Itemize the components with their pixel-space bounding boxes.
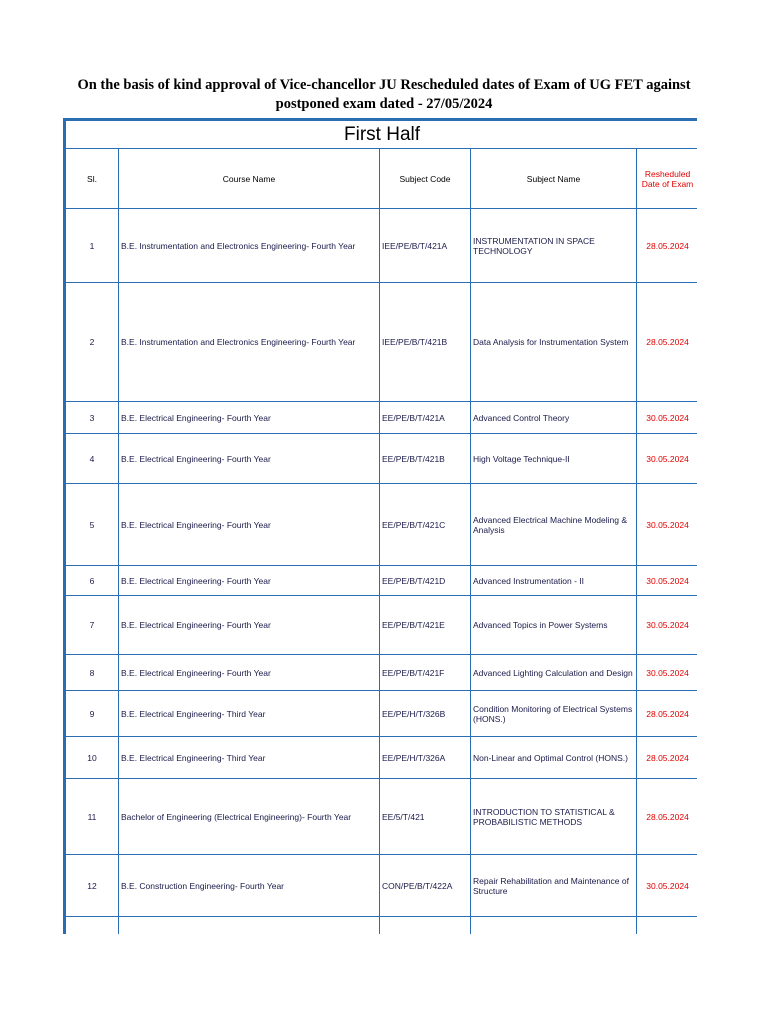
table-row [65,855,698,917]
row-sl: 6 [65,566,119,596]
row-exam-date: 28.05.2024 [637,737,698,779]
row-sl: 10 [65,737,119,779]
table-title: First Half [65,120,698,149]
row-exam-date: 30.05.2024 [637,855,698,917]
row-course-name: B.E. Electrical Engineering- Fourth Year [119,655,380,691]
table-row [65,566,698,596]
header-subject-name: Subject Name [471,149,637,209]
row-course-name: B.E. Electrical Engineering- Fourth Year [119,566,380,596]
row-subject-code: EE/5/T/421 [380,779,471,855]
table-row [65,402,698,434]
header-subject-code: Subject Code [380,149,471,209]
header-rescheduled-date: Resheduled Date of Exam [637,149,698,209]
row-subject-code: CON/PE/B/T/422A [380,855,471,917]
row-exam-date: 28.05.2024 [637,209,698,283]
row-exam-date: 30.05.2024 [637,434,698,484]
row-subject-name: Advanced Instrumentation - II [471,566,637,596]
page-heading [40,76,728,114]
row-exam-date: 30.05.2024 [637,484,698,566]
row-subject-code: EE/PE/B/T/421E [380,596,471,655]
table-row [65,737,698,779]
row-subject-code: EE/PE/B/T/421D [380,566,471,596]
row-subject-name: Advanced Topics in Power Systems [471,596,637,655]
heading-line-2: postponed exam dated - 27/05/2024 [275,96,493,112]
row-course-name: B.E. Construction Engineering- Fourth Year [119,855,380,917]
heading-line-1: On the basis of kind approval of Vice-chancellor JU Rescheduled dates of Exam of UG FET against [77,77,691,93]
row-course-name: B.E. Instrumentation and Electronics Engineering- Fourth Year [119,283,380,402]
row-course-name: B.E. Electrical Engineering- Fourth Year [119,484,380,566]
row-sl: 1 [65,209,119,283]
row-sl: 7 [65,596,119,655]
row-course-name: B.E. Electrical Engineering- Third Year [119,737,380,779]
row-subject-code: EE/PE/H/T/326A [380,737,471,779]
row-sl: 3 [65,402,119,434]
row-exam-date: 28.05.2024 [637,779,698,855]
row-subject-name: Repair Rehabilitation and Maintenance of Structure [471,855,637,917]
table-row [65,655,698,691]
row-subject-name: INSTRUMENTATION IN SPACE TECHNOLOGY [471,209,637,283]
row-subject-name: INTRODUCTION TO STATISTICAL & PROBABILISTIC METHODS [471,779,637,855]
row-exam-date: 30.05.2024 [637,655,698,691]
row-course-name: B.E. Instrumentation and Electronics Engineering- Fourth Year [119,209,380,283]
row-course-name: B.E. Electrical Engineering- Fourth Year [119,596,380,655]
row-subject-code: IEE/PE/B/T/421B [380,283,471,402]
row-course-name: B.E. Electrical Engineering- Fourth Year [119,434,380,484]
row-exam-date: 28.05.2024 [637,283,698,402]
row-subject-name: Advanced Electrical Machine Modeling & Analysis [471,484,637,566]
row-sl: 9 [65,691,119,737]
row-sl: 8 [65,655,119,691]
row-subject-code: EE/PE/B/T/421A [380,402,471,434]
row-course-name: Bachelor of Engineering (Electrical Engineering)- Fourth Year [119,779,380,855]
table-row [65,779,698,855]
row-subject-name: Advanced Control Theory [471,402,637,434]
header-sl: Sl. [65,149,119,209]
row-subject-name: Non-Linear and Optimal Control (HONS.) [471,737,637,779]
table-row-partial [65,917,698,935]
row-sl: 12 [65,855,119,917]
schedule-table-container [63,118,697,934]
table-row [65,434,698,484]
row-exam-date: 30.05.2024 [637,596,698,655]
row-subject-code: IEE/PE/B/T/421A [380,209,471,283]
row-subject-name: Condition Monitoring of Electrical Systems (HONS.) [471,691,637,737]
row-sl: 5 [65,484,119,566]
row-exam-date: 30.05.2024 [637,402,698,434]
table-title-row [65,120,698,149]
row-exam-date: 28.05.2024 [637,691,698,737]
row-subject-code: EE/PE/B/T/421B [380,434,471,484]
row-subject-code: EE/PE/H/T/326B [380,691,471,737]
row-exam-date: 30.05.2024 [637,566,698,596]
table-row [65,283,698,402]
row-subject-code: EE/PE/B/T/421F [380,655,471,691]
row-subject-code: EE/PE/B/T/421C [380,484,471,566]
row-subject-name: Advanced Lighting Calculation and Design [471,655,637,691]
table-row [65,484,698,566]
schedule-table [63,118,697,934]
table-header-row [65,149,698,209]
table-row [65,691,698,737]
row-course-name: B.E. Electrical Engineering- Third Year [119,691,380,737]
row-sl: 2 [65,283,119,402]
row-subject-name: High Voltage Technique-II [471,434,637,484]
row-sl: 4 [65,434,119,484]
row-course-name: B.E. Electrical Engineering- Fourth Year [119,402,380,434]
row-subject-name: Data Analysis for Instrumentation System [471,283,637,402]
header-course-name: Course Name [119,149,380,209]
table-row [65,596,698,655]
row-sl: 11 [65,779,119,855]
table-row [65,209,698,283]
